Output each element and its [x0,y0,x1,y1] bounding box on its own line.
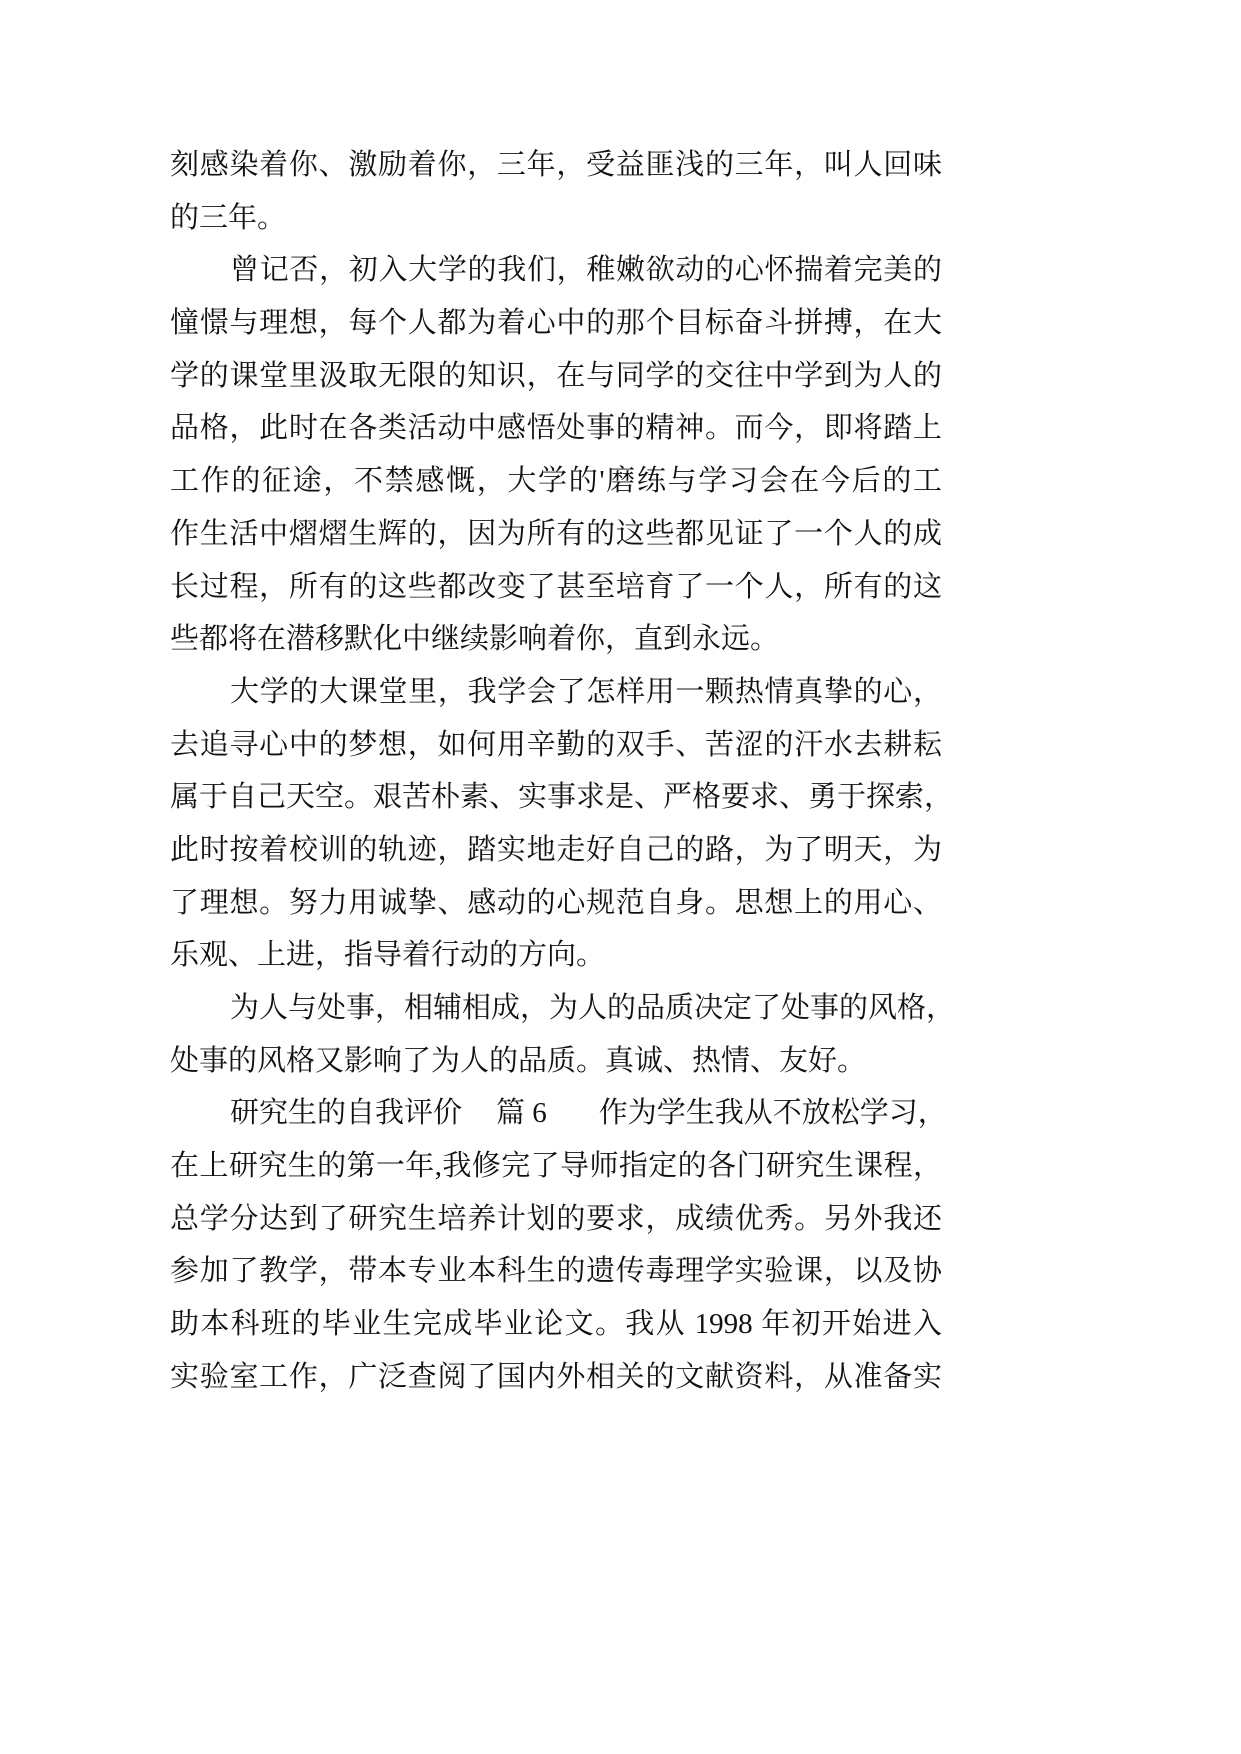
text-line: 为人与处事，相辅相成，为人的品质决定了处事的风格， [230,992,956,1024]
text-line: 刻感染着你、激励着你，三年，受益匪浅的三年，叫人回味 [170,149,942,181]
text-line: 学的课堂里汲取无限的知识，在与同学的交往中学到为人的 [170,359,942,392]
document-body [170,139,956,1404]
text-line: 助本科班的毕业生完成毕业论文。我从 1998 年初开始进入 [170,1308,942,1341]
section-heading-line [170,1087,947,1140]
paragraph [170,244,942,666]
text-line: 的三年。 [170,201,287,234]
text-line: 总学分达到了研究生培养计划的要求，成绩优秀。另外我还 [170,1202,942,1235]
text-line: 作为学生我从不放松学习， [598,1097,947,1130]
paragraph [170,139,942,244]
text-line: 工作的征途，不禁感慨，大学的'磨练与学习会在今后的工 [170,465,942,498]
text-line: 乐观、上进，指导着行动的方向。 [170,939,606,972]
text-line: 憧憬与理想，每个人都为着心中的那个目标奋斗拼搏，在大 [170,307,942,340]
text-line: 大学的大课堂里，我学会了怎样用一颗热情真挚的心， [230,675,942,708]
text-line: 品格，此时在各类活动中感悟处事的精神。而今，即将踏上 [170,412,942,445]
text-line: 去追寻心中的梦想，如何用辛勤的双手、苦涩的汗水去耕耘 [170,728,942,761]
paragraph [170,666,954,982]
text-line: 参加了教学，带本专业本科生的遗传毒理学实验课，以及协 [170,1255,942,1288]
text-line: 长过程，所有的这些都改变了甚至培育了一个人，所有的这 [170,570,942,603]
paragraph [170,982,956,1087]
section-number: 篇 6 [496,1097,547,1130]
text-line: 曾记否，初入大学的我们，稚嫩欲动的心怀揣着完美的 [230,254,942,287]
paragraph [170,1087,947,1403]
section-title: 研究生的自我评价 [230,1097,463,1130]
text-line: 了理想。努力用诚挚、感动的心规范自身。思想上的用心、 [170,886,942,919]
text-line: 实验室工作，广泛查阅了国内外相关的文献资料，从准备实 [170,1360,942,1393]
text-line: 此时按着校训的轨迹，踏实地走好自己的路，为了明天，为 [170,833,942,866]
text-line: 属于自己天空。艰苦朴素、实事求是、严格要求、勇于探索， [170,781,954,814]
text-line: 作生活中熠熠生辉的，因为所有的这些都见证了一个人的成 [170,517,942,550]
text-line: 些都将在潜移默化中继续影响着你，直到永远。 [170,623,780,656]
text-line: 处事的风格又影响了为人的品质。真诚、热情、友好。 [170,1044,867,1077]
text-line: 在上研究生的第一年,我修完了导师指定的各门研究生课程， [170,1150,942,1183]
